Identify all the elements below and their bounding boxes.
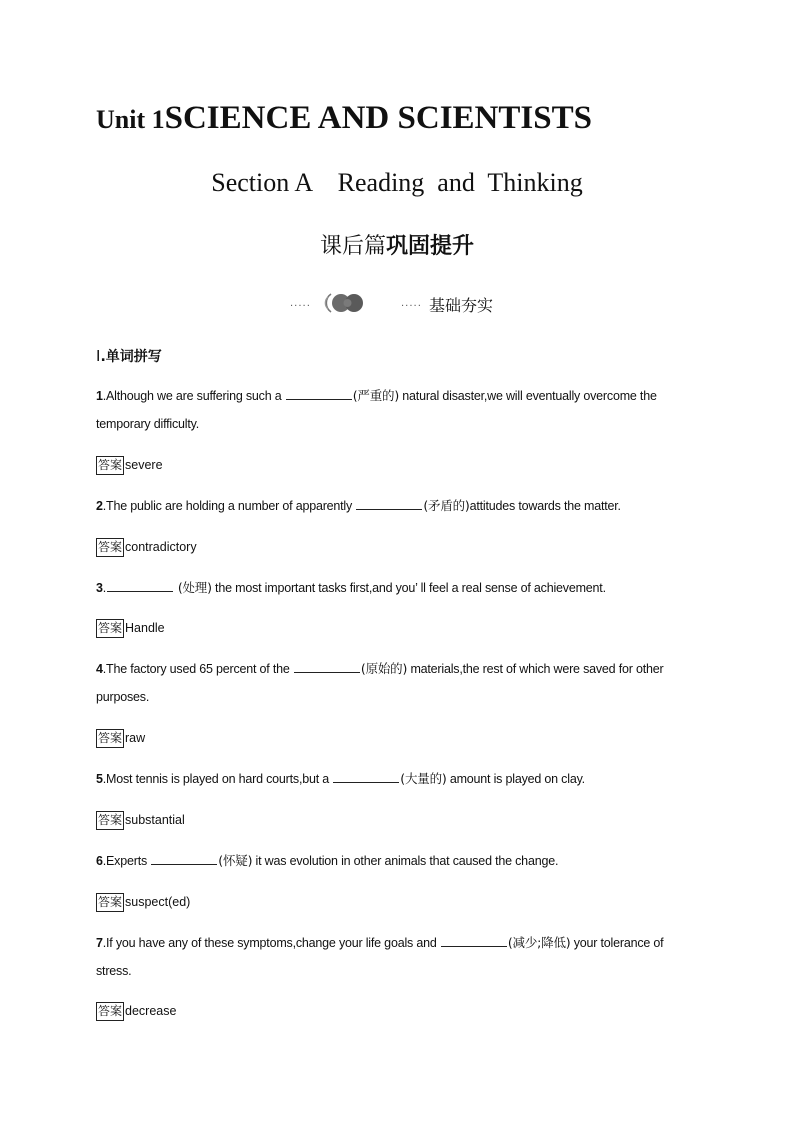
question-item (96, 847, 700, 875)
question-text-after: it was evolution in other animals that caused the change. (252, 854, 559, 868)
answer-blank (441, 934, 507, 947)
question-text-after: materials,the rest of which were saved for other purposes. (96, 662, 664, 704)
question-text-before: .The public are holding a number of apparently (102, 499, 356, 513)
answer-blank (107, 579, 173, 592)
answer-row (96, 538, 197, 557)
answer-tag: 答案 (96, 619, 124, 638)
part-heading (96, 346, 162, 366)
answer-text: contradictory (125, 540, 197, 554)
banner-dots-left: ····· (290, 301, 311, 312)
unit-prefix: Unit 1 (96, 105, 165, 134)
question-text-before: . (102, 581, 107, 595)
question-text-before: .The factory used 65 percent of the (102, 662, 293, 676)
question-hint: (处理) (174, 580, 212, 595)
question-text-after: attitudes towards the matter. (469, 499, 621, 513)
answer-text: suspect(ed) (125, 895, 191, 909)
answer-text: Handle (125, 621, 165, 635)
question-text-before: .Although we are suffering such a (102, 389, 285, 403)
answer-row (96, 619, 165, 638)
question-number: 2 (96, 499, 103, 513)
banner-dots-right: ····· (401, 301, 422, 312)
question-hint: (大量的) (400, 771, 447, 786)
answer-text: decrease (125, 1004, 177, 1018)
answer-blank (333, 770, 399, 783)
question-hint: (原始的) (360, 661, 408, 676)
answer-text: raw (125, 731, 146, 745)
section-title: Section A Reading and Thinking (211, 168, 583, 197)
double-circle-icon (322, 290, 368, 316)
answer-tag: 答案 (96, 456, 124, 475)
question-hint: (矛盾的) (423, 498, 470, 513)
answer-row (96, 729, 145, 748)
answer-tag: 答案 (96, 893, 124, 912)
answer-tag: 答案 (96, 538, 124, 557)
question-number: 1 (96, 389, 103, 403)
answer-row (96, 1002, 176, 1021)
question-text-before: .If you have any of these symptoms,change your life goals and (102, 936, 440, 950)
unit-title (96, 100, 592, 137)
question-text-after: the most important tasks first,and you’ ll feel a real sense of achievement. (211, 581, 606, 595)
question-text-before: .Most tennis is played on hard courts,but a (102, 772, 333, 786)
question-item (96, 574, 700, 602)
answer-tag: 答案 (96, 1002, 124, 1021)
question-text-before: .Experts (102, 854, 151, 868)
question-item (96, 655, 700, 711)
answer-row (96, 893, 190, 912)
banner-label: 基础夯实 (429, 296, 494, 315)
post-class-bold: 巩固提升 (386, 234, 475, 259)
question-hint: (严重的) (352, 388, 400, 403)
question-number: 3 (96, 581, 103, 595)
question-hint: (怀疑) (218, 853, 253, 868)
answer-blank (286, 387, 352, 400)
part-numeral: Ⅰ (96, 349, 101, 365)
answer-blank (294, 660, 360, 673)
question-item (96, 492, 700, 520)
answer-blank (356, 497, 422, 510)
question-number: 6 (96, 854, 103, 868)
section-banner (288, 290, 528, 316)
question-number: 4 (96, 662, 103, 676)
answer-tag: 答案 (96, 729, 124, 748)
answer-row (96, 456, 163, 475)
question-hint: (减少;降低) (507, 935, 571, 950)
question-text-after: amount is played on clay. (446, 772, 585, 786)
question-item (96, 929, 700, 985)
answer-tag: 答案 (96, 811, 124, 830)
post-class-title (0, 229, 794, 260)
question-number: 5 (96, 772, 103, 786)
question-item (96, 765, 700, 793)
part-title: .单词拼写 (100, 349, 162, 365)
unit-name: SCIENCE AND SCIENTISTS (164, 100, 592, 136)
question-item (96, 382, 700, 438)
answer-row (96, 811, 185, 830)
question-text-after: your tolerance of stress. (96, 936, 664, 978)
answer-text: substantial (125, 813, 185, 827)
post-class-prefix: 课后篇 (319, 234, 386, 259)
answer-blank (151, 852, 217, 865)
question-text-after: natural disaster,we will eventually overcome the temporary difficulty. (96, 389, 657, 431)
question-number: 7 (96, 936, 103, 950)
answer-text: severe (125, 458, 163, 472)
